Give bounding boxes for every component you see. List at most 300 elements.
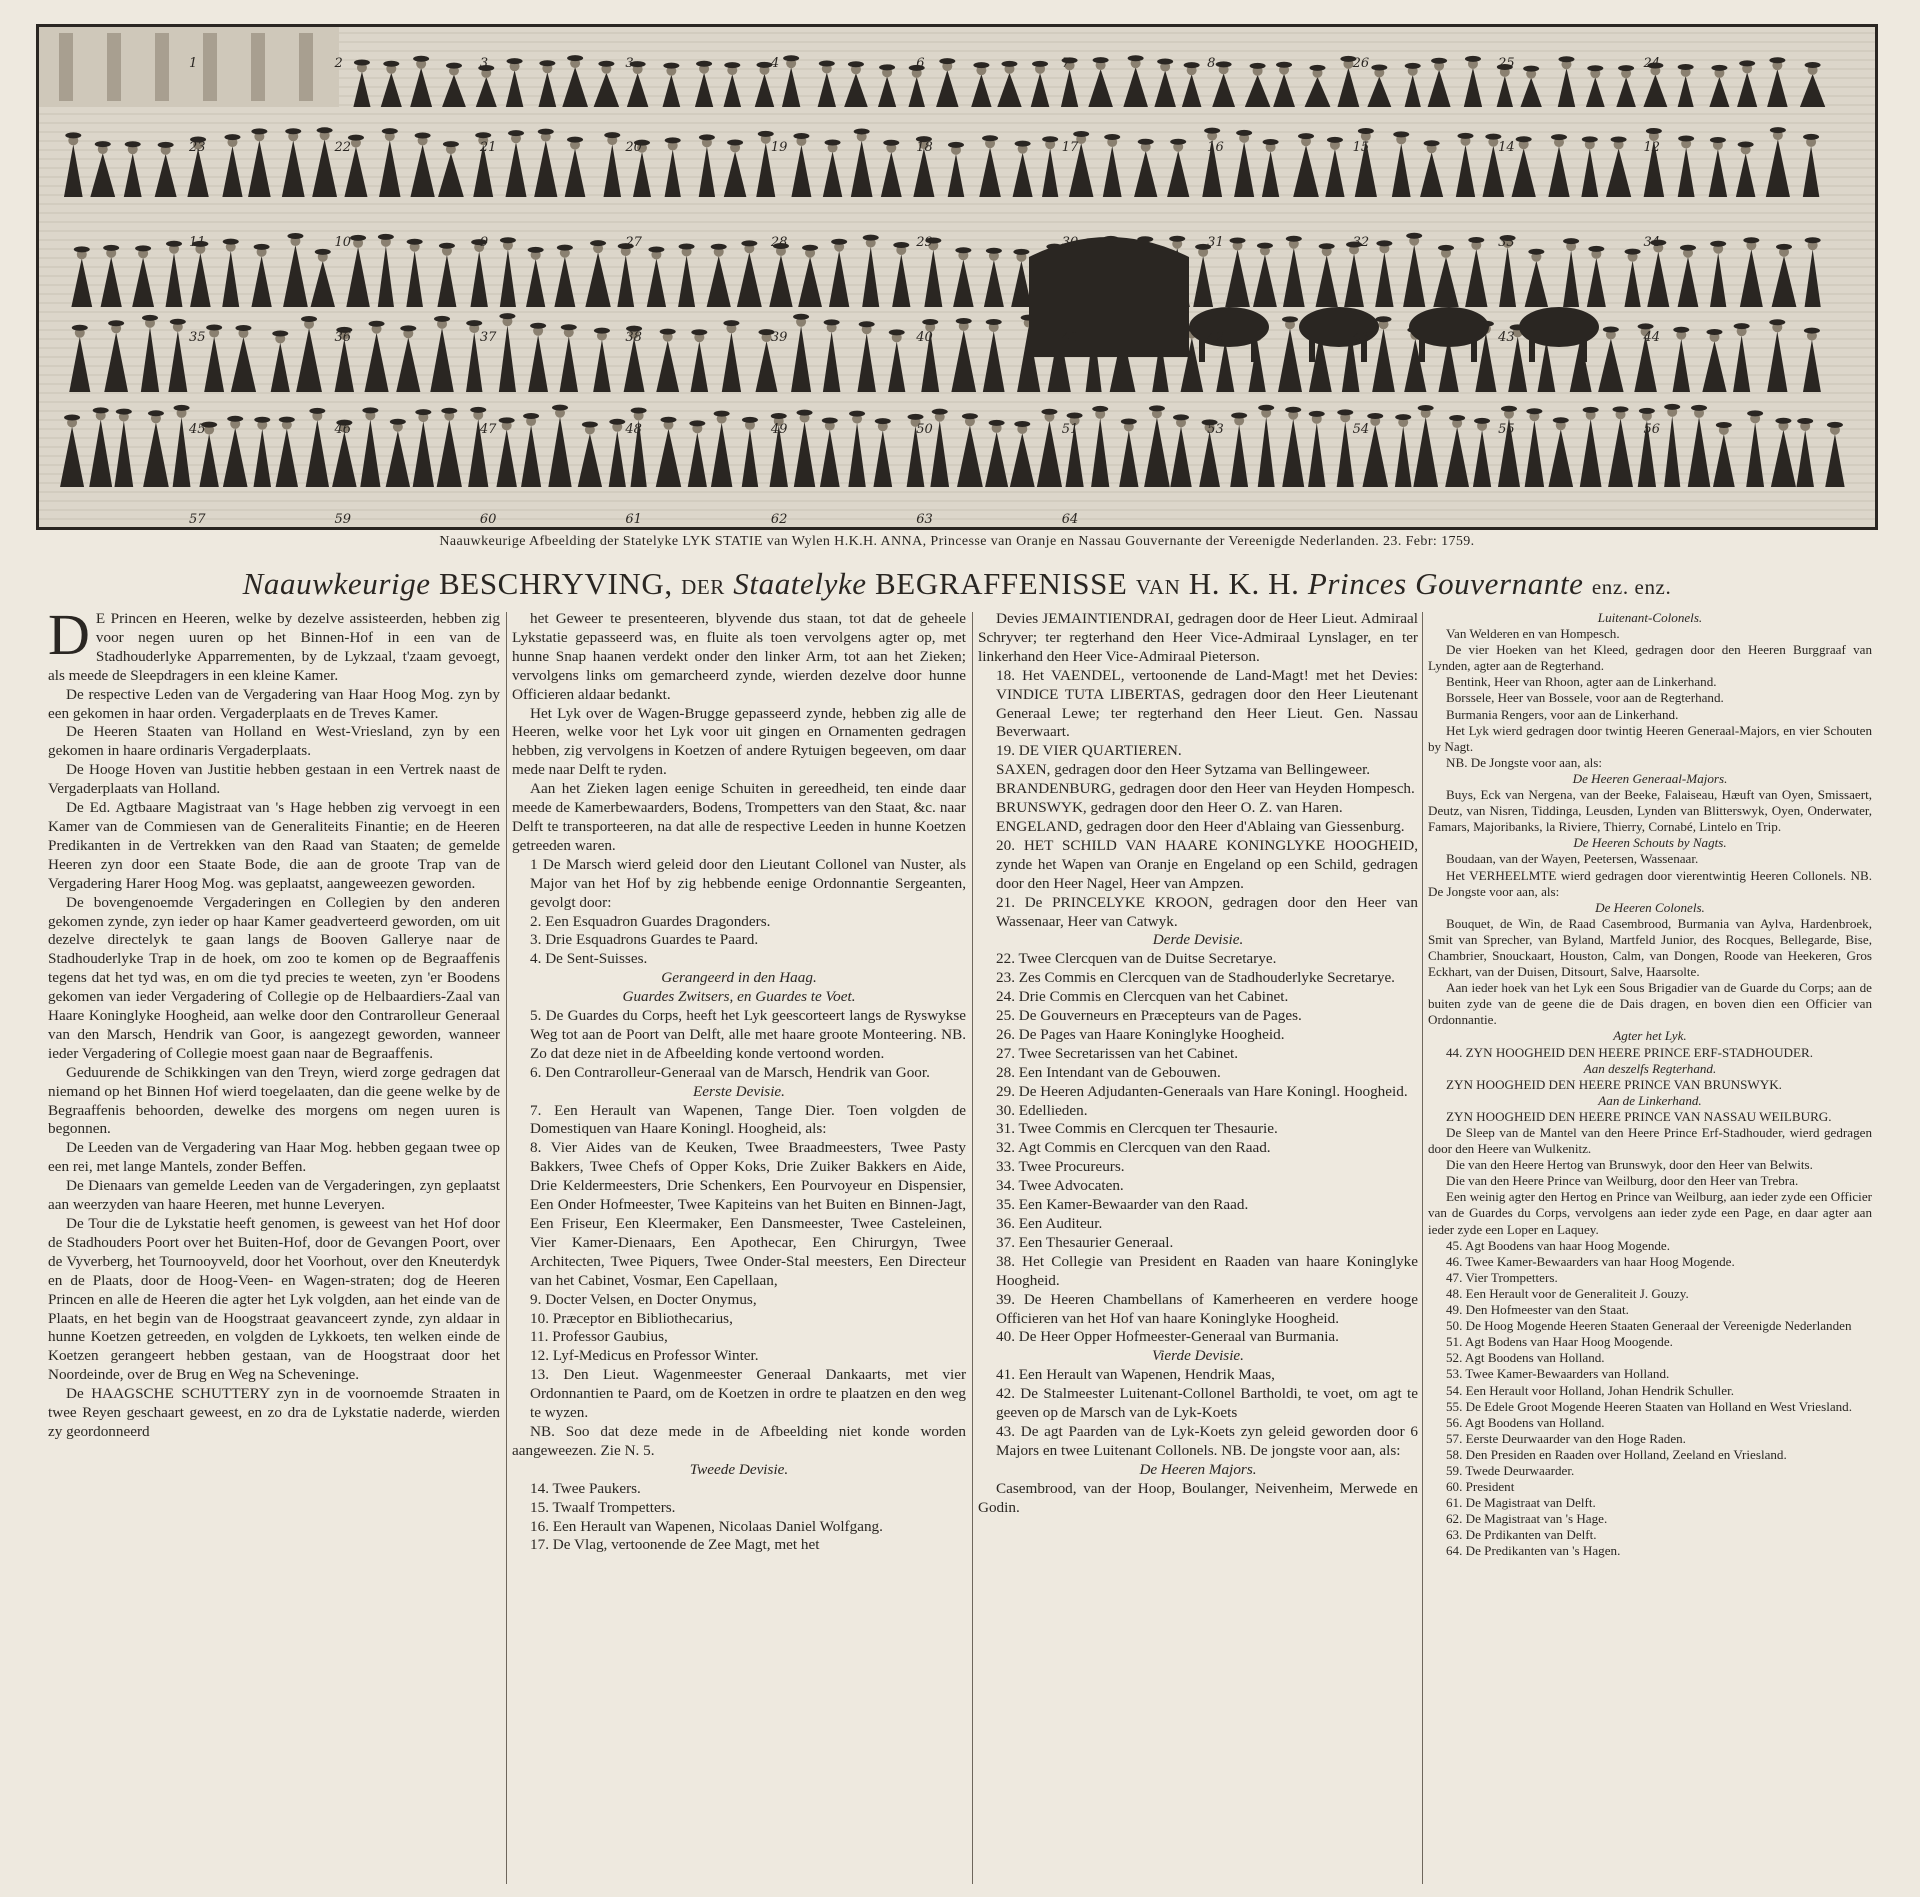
paragraph: De Ed. Agtbaare Magistraat van 's Hage hebben zig vervoegt in een Kamer van de Commiesen van de Generaliteits Finantie; en de Heeren Predikanten in de Vertrekken van den Raad van Staaten; de gemelde Heeren zyn door een Staate Bode, die aan de groote Trap van de Vergadering Harer Hoog Mog. was geplaatst, aangeweezen geworden. <box>48 799 500 892</box>
mourner-cloak <box>878 76 896 107</box>
mourner-hat <box>254 244 270 250</box>
mourner-hat <box>382 128 398 134</box>
mourner-cloak <box>335 339 354 392</box>
mourner-hat <box>74 246 90 252</box>
mourner-cloak <box>231 337 256 392</box>
paragraph: Bouquet, de Win, de Raad Casembrood, Burmania van Aylva, Hardenbroek, Smit van Sprecher, van Byland, Martfeld Junior, des Rocques, Bellegarde, Bise, Chambrier, Snouckaart, Houston, Calm, van Dongen, Roode van Heekeren, Gros Eckhart, van der Duisen, Ditsourt, Salve, Haarsolte. <box>1428 915 1872 980</box>
mourner-cloak <box>656 429 682 487</box>
mourner-hat <box>1001 61 1017 67</box>
mourner-hat <box>441 408 457 414</box>
mourner-hat <box>793 314 809 320</box>
mourner-hat <box>561 324 577 330</box>
mourner-cloak <box>526 259 545 307</box>
mourner-hat <box>174 405 190 411</box>
mourner-cloak <box>1606 148 1631 197</box>
paragraph: E Princen en Heeren, welke by dezelve assisteerden, hebben zig voor negen uuren op het Binnen-Hof in een van de Stadhouderlyke Apparrementen, by de Lykzaal, t'zaam gevoegt, als meede de Sleepdragers in een kleine Kamer. <box>48 610 500 684</box>
paragraph: Van Welderen en van Hompesch. <box>1446 626 1620 642</box>
mourner-hat <box>65 132 81 138</box>
mourner-hat <box>1298 133 1314 139</box>
paragraph: Guardes Zwitsers, en Guardes te Voet. <box>622 988 856 1006</box>
mourner-cloak <box>386 431 410 487</box>
figure-number: 4 <box>770 56 780 71</box>
paragraph: Een weinig agter den Hertog en Prince van Weilburg, aan ieder zyde een Officier van de Guardes du Corps, vervolgens aan ieder zyde een Page, en daar agter aan ieder zyde een Loper en Laquey. <box>1428 1189 1872 1237</box>
mourner-hat <box>254 417 270 423</box>
mourner-hat <box>1805 62 1821 68</box>
paragraph: 19. DE VIER QUARTIEREN. <box>996 742 1182 760</box>
mourner-cloak <box>60 426 84 487</box>
mourner-cloak <box>794 422 815 487</box>
mourner-hat <box>539 60 555 66</box>
mourner-cloak <box>1011 261 1032 307</box>
mourner-hat <box>1042 136 1058 142</box>
mourner-cloak <box>791 145 811 197</box>
paragraph: De Dienaars van gemelde Leeden van de Vergaderingen, zyn geplaatst aan weerzyden van haare Heeren, met hunne Leveryen. <box>48 1177 500 1214</box>
figure-number: 64 <box>1061 512 1079 527</box>
figure-number: 14 <box>1498 140 1515 155</box>
mourner-cloak <box>199 434 218 487</box>
paragraph: De Heeren Staaten van Holland en West-Vriesland, zyn by een gekomen in haare ordinaris Vergaderplaats. <box>48 723 500 760</box>
mourner-cloak <box>930 421 949 487</box>
mourner-cloak <box>223 428 248 487</box>
mourner-cloak <box>1548 146 1569 197</box>
paragraph: ZYN HOOGHEID DEN HEERE PRINCE VAN NASSAU WEILBURG. <box>1446 1108 1832 1124</box>
column-divider <box>972 612 973 1884</box>
mourner-hat <box>783 55 799 61</box>
mourner-cloak <box>155 154 177 197</box>
mourner-cloak <box>222 146 242 197</box>
mourner-hat <box>879 64 895 70</box>
paragraph: 15. Twaalf Trompetters. <box>530 1498 676 1516</box>
mourner-cloak <box>722 332 741 392</box>
mourner-cloak <box>1344 254 1364 307</box>
paragraph: Aan deszelfs Regterhand. <box>1583 1060 1717 1076</box>
mourner-hat <box>1032 61 1048 67</box>
mourner-hat <box>1770 127 1786 133</box>
mourner-cloak <box>724 74 742 107</box>
paragraph: De vier Hoeken van het Kleed, gedragen door den Heeren Burggraaf van Lynden, agter aan de Regterhand. <box>1428 642 1872 674</box>
mourner-hat <box>1309 65 1325 71</box>
mourner-hat <box>103 245 119 251</box>
mourner-hat <box>962 413 978 419</box>
paragraph: Aan ieder hoek van het Lyk een Sous Brigadier van de Guarde du Corps; aan de buiten zyde van de geene die de Dais dragen, en boven dien een Officier van Ordonnantie. <box>1428 980 1872 1028</box>
mourner-hat <box>1128 55 1144 61</box>
mourner-hat <box>350 235 366 241</box>
title-word-6: VAN <box>1135 575 1181 599</box>
mourner-hat <box>859 321 875 327</box>
mourner-hat <box>251 128 267 134</box>
mourner-hat <box>309 408 325 414</box>
mourner-hat <box>1558 56 1574 62</box>
figure-number: 25 <box>1498 56 1515 71</box>
mourner-hat <box>1184 62 1200 68</box>
figure-number: 31 <box>1207 235 1224 250</box>
mourner-hat <box>848 61 864 67</box>
mourner-hat <box>499 417 515 423</box>
mourner-cloak <box>1262 151 1279 197</box>
paragraph: Agter het Lyk. <box>1613 1028 1687 1044</box>
mourner-cloak <box>253 429 271 487</box>
paragraph: 61. De Magistraat van Delft. <box>1446 1495 1596 1511</box>
mourner-hat <box>206 325 222 331</box>
mourner-cloak <box>565 149 586 197</box>
figure-number: 29 <box>916 235 933 250</box>
mourner-hat <box>1449 415 1465 421</box>
paragraph: Het Lyk over de Wagen-Brugge gepasseerd zynde, hebben zig alle de Heeren, welke voor het Lyk voor uit gingen en Ornamenten gedragen hebben, zig vervolgens in Koetzen of andere Rytuigen begeeven, om daar mede naar Delft te ryden. <box>512 704 966 779</box>
figure-number: 22 <box>334 140 352 155</box>
horse-leg <box>1471 332 1477 362</box>
mourner-cloak <box>1709 149 1727 197</box>
mourner-hat <box>1309 411 1325 417</box>
mourner-cloak <box>114 421 133 487</box>
paragraph: 54. Een Herault voor Holland, Johan Hendrik Schuller. <box>1446 1382 1734 1398</box>
paragraph: 39. De Heeren Chambellans of Kamerheeren en verdere hooge Officieren van het Hof van haare Koninglyke Hoogheid. <box>996 1290 1418 1327</box>
mourner-cloak <box>1445 427 1469 487</box>
title-word-1: Naauwkeurige <box>242 566 431 601</box>
mourner-hat <box>224 134 240 140</box>
paragraph: Borssele, Heer van Bossele, voor aan de Regterhand. <box>1446 690 1724 706</box>
mourner-cloak <box>1497 76 1513 107</box>
mourner-cloak <box>132 257 154 307</box>
mourner-hat <box>1258 405 1274 411</box>
paragraph: Burmania Rengers, voor aan de Linkerhand. <box>1446 706 1679 722</box>
mourner-hat <box>1803 134 1819 140</box>
mourner-cloak <box>1293 145 1319 197</box>
mourner-hat <box>660 417 676 423</box>
mourner-cloak <box>437 255 456 307</box>
mourner-hat <box>741 240 757 246</box>
mourner-cloak <box>248 140 271 197</box>
mourner-hat <box>691 329 707 335</box>
mourner-hat <box>689 420 705 426</box>
mourner-cloak <box>647 258 666 307</box>
paragraph: 45. Agt Boodens van haar Hoog Mogende. <box>1446 1237 1671 1253</box>
mourner-cloak <box>798 257 822 307</box>
mourner-hat <box>1395 414 1411 420</box>
mourner-cloak <box>410 144 434 197</box>
paragraph: 16. Een Herault van Wapenen, Nicolaas Daniel Wolfgang. <box>530 1517 883 1535</box>
mourner-cloak <box>1825 434 1844 487</box>
mourner-cloak <box>1182 74 1202 107</box>
mourner-cloak <box>1733 335 1750 392</box>
figure-number: 28 <box>770 235 788 250</box>
paragraph: 41. Een Herault van Wapenen, Hendrik Maas, <box>996 1366 1275 1384</box>
figure-number: 35 <box>189 330 206 345</box>
mourner-cloak <box>1767 69 1788 107</box>
mourner-hat <box>227 416 243 422</box>
figure-number: 57 <box>189 512 206 527</box>
figure-number: 63 <box>916 512 933 527</box>
mourner-cloak <box>1581 148 1598 197</box>
paragraph: 22. Twee Clercquen van de Duitse Secretarye. <box>996 950 1277 968</box>
title-word-5: BEGRAFFENISSE <box>875 566 1128 601</box>
mourner-hat <box>594 328 610 334</box>
mourner-cloak <box>663 75 681 107</box>
mourner-hat <box>1286 236 1302 242</box>
mourner-cloak <box>851 140 873 197</box>
figure-number: 21 <box>479 140 497 155</box>
mourner-cloak <box>251 256 271 307</box>
figure-number: 43 <box>1352 330 1370 345</box>
mourner-cloak <box>1042 148 1058 197</box>
mourner-cloak <box>1678 257 1699 307</box>
paragraph: 11. Professor Gaubius, <box>530 1328 668 1346</box>
mourner-hat <box>508 130 524 136</box>
mourner-hat <box>1319 243 1335 249</box>
mourner-hat <box>825 140 841 146</box>
mourner-hat <box>1406 233 1422 239</box>
mourner-hat <box>822 418 838 424</box>
mourner-hat <box>1528 249 1544 255</box>
mourner-hat <box>125 141 141 147</box>
mourner-cloak <box>688 432 707 487</box>
mourner-hat <box>148 410 164 416</box>
mourner-hat <box>863 235 879 241</box>
mourner-hat <box>475 132 491 138</box>
paragraph: het Geweer te presenteeren, blyvende dus staan, tot dat de geheele Lykstatie gepasseerd was, en fluite als toen vervolgens agter op, met hunne Snap haanen verdekt onder den linker Arm, tot aan het Zieken; vervolgens links om gemarcheerd zynde, wierden dezelve door hunne Officieren aldaar bedankt. <box>512 610 966 703</box>
mourner-hat <box>1776 244 1792 250</box>
mourner-hat <box>1678 64 1694 70</box>
mourner-cloak <box>204 337 224 392</box>
paragraph: 12. Lyf-Medicus en Professor Winter. <box>530 1347 759 1365</box>
mourner-hat <box>889 329 905 335</box>
mourner-hat <box>415 132 431 138</box>
mourner-hat <box>1157 59 1173 65</box>
mourner-hat <box>1710 241 1726 247</box>
mourner-cloak <box>1736 154 1756 197</box>
paragraph: 32. Agt Commis en Clercquen van den Raad. <box>996 1139 1271 1157</box>
mourner-hat <box>1747 410 1763 416</box>
mourner-cloak <box>1643 74 1667 107</box>
figure-number: 9 <box>479 235 489 250</box>
mourner-hat <box>1149 405 1165 411</box>
engraving-caption: Naauwkeurige Afbeelding der Statelyke LYK STATIE van Wylen H.K.H. ANNA, Princesse van Oranje en Nassau Gouvernante der Vereenigde Nederlanden. 23. Febr: 1759. <box>439 534 1475 549</box>
mourner-cloak <box>862 247 879 307</box>
mourner-hat <box>1393 131 1409 137</box>
mourner-cloak <box>1278 328 1302 392</box>
paragraph: De Tour die de Lykstatie heeft genomen, is geweest van het Hof door de Stadhouders Poort over het Buiten-Hof, door de Gevangen Poort, over de Vyverberg, het Tournooyveld, door het Voorhout, over den Kneuterdyk en de Plaats, door de Hoog-Veen- en Wagen-straten; dog de Heeren Princen en alle de Heeren die agter het Lyk volgden, aan het einde van de Plaats, en het begin van de Hoogstraat geavanceert zynde, zyn aldaar in hunne Koetzen getreeden, en volgden de Lykkoets, ten welken einde de Koetzen gerangeert hebben gestaan, van de Hoogstraat door het Noordeinde, over de Brug en Weg na Scheveninge. <box>48 1215 500 1384</box>
mourner-hat <box>1553 417 1569 423</box>
mourner-hat <box>758 131 774 137</box>
figure-number: 18 <box>916 140 933 155</box>
figure-number: 3 <box>625 56 634 71</box>
mourner-cloak <box>1253 255 1277 307</box>
mourner-cloak <box>1367 76 1391 107</box>
mourner-cloak <box>276 429 298 487</box>
mourner-hat <box>390 419 406 425</box>
mourner-cloak <box>396 337 420 392</box>
mourner-hat <box>1474 418 1490 424</box>
mourner-cloak <box>769 255 792 307</box>
mourner-cloak <box>1767 331 1787 392</box>
mourner-hat <box>407 239 423 245</box>
mourner-cloak <box>1673 339 1690 392</box>
mourner-cloak <box>979 147 1001 197</box>
mourner-hat <box>986 248 1002 254</box>
paragraph: Eerste Devisie. <box>693 1082 785 1100</box>
mourner-cloak <box>430 328 453 392</box>
mourner-cloak <box>306 420 329 487</box>
text-column-4 <box>1428 610 1872 1890</box>
mourner-hat <box>223 239 239 245</box>
mourner-hat <box>1603 327 1619 333</box>
title-word-8: Princes Gouvernante <box>1307 566 1584 601</box>
horse-leg <box>1529 332 1535 362</box>
mourner-cloak <box>124 153 142 197</box>
paragraph: 55. De Edele Groot Mogende Heeren Staaten van Holland en West Vriesland. <box>1446 1398 1853 1414</box>
figure-number: 38 <box>625 330 642 345</box>
mourner-cloak <box>1558 68 1575 107</box>
mourner-hat <box>567 55 583 61</box>
mourner-cloak <box>379 140 400 197</box>
mourner-hat <box>724 62 740 68</box>
figure-number: 23 <box>189 140 206 155</box>
mourner-cloak <box>438 153 464 197</box>
figure-number: 44 <box>1643 330 1661 345</box>
paragraph: 30. Edellieden. <box>996 1101 1088 1119</box>
mourner-hat <box>235 325 251 331</box>
horse-leg <box>1251 332 1257 362</box>
paragraph: 59. Twede Deurwaarder. <box>1446 1462 1575 1478</box>
mourner-cloak <box>1199 431 1220 487</box>
mourner-hat <box>1526 408 1542 414</box>
mourner-cloak <box>699 146 715 197</box>
paragraph: 24. Drie Commis en Clercquen van het Cabinet. <box>996 988 1289 1006</box>
mourner-cloak <box>1678 76 1694 107</box>
mourner-cloak <box>1525 261 1548 307</box>
figure-number: 11 <box>189 235 206 250</box>
mourner-cloak <box>90 153 115 197</box>
mourner-hat <box>1743 237 1759 243</box>
mourner-cloak <box>1456 145 1475 197</box>
mourner-hat <box>1827 422 1843 428</box>
figure-number: 40 <box>916 330 933 345</box>
horse-leg <box>1419 332 1425 362</box>
paragraph: 9. Docter Velsen, en Docter Onymus, <box>530 1290 757 1308</box>
palace-column <box>59 33 73 101</box>
mourner-hat <box>1582 136 1598 142</box>
mourner-hat <box>285 128 301 134</box>
paragraph: Bentink, Heer van Rhoon, agter aan de Linkerhand. <box>1446 674 1717 690</box>
figure-number: 8 <box>1207 56 1216 71</box>
mourner-hat <box>854 128 870 134</box>
mourner-hat <box>1625 249 1641 255</box>
palace-column <box>299 33 313 101</box>
paragraph: 18. Het VAENDEL, vertoonende de Land-Magt! met het Devies: VINDICE TUTA LIBERTAS, gedragen door den Heer Lieutenant Generaal Lewe; ter regterhand den Heer Lieut. Gen. Nassau Beverwaart. <box>996 666 1418 741</box>
mourner-hat <box>742 417 758 423</box>
paragraph: 34. Twee Advocaten. <box>996 1177 1124 1195</box>
paragraph: Vierde Devisie. <box>1152 1347 1244 1365</box>
mourner-cloak <box>1037 421 1062 487</box>
paragraph: 62. De Magistraat van 's Hage. <box>1446 1511 1608 1527</box>
mourner-hat <box>166 241 182 247</box>
figure-number: 32 <box>1352 235 1370 250</box>
figure-number: 36 <box>334 330 352 345</box>
figure-number: 49 <box>770 422 788 437</box>
paragraph: De Heeren Majors. <box>1139 1460 1257 1478</box>
figure-number: 17 <box>1061 140 1079 155</box>
mourner-hat <box>802 245 818 251</box>
mourner-hat <box>1516 136 1532 142</box>
mourner-hat <box>272 330 288 336</box>
mourner-cloak <box>476 77 497 107</box>
mourner-cloak <box>311 261 335 307</box>
mourner-cloak <box>678 255 695 307</box>
paragraph: Casembrood, van der Hoop, Boulanger, Neivenheim, Merwede en Godin. <box>978 1479 1418 1516</box>
hearse-canopy <box>1029 237 1189 357</box>
paragraph: Boudaan, van der Wayen, Peetersen, Wassenaar. <box>1446 851 1699 867</box>
mourner-cloak <box>1709 77 1729 107</box>
mourner-hat <box>1465 56 1481 62</box>
mourner-cloak <box>983 331 1005 392</box>
mourner-hat <box>279 417 295 423</box>
mourner-hat <box>609 419 625 425</box>
mourner-hat <box>1405 63 1421 69</box>
mourner-cloak <box>1154 71 1176 107</box>
paragraph: 29. De Heeren Adjudanten-Generaals van Hare Koningl. Hoogheid. <box>996 1082 1408 1100</box>
mourner-hat <box>1716 422 1732 428</box>
mourner-hat <box>1418 405 1434 411</box>
mourner-cloak <box>1170 426 1191 487</box>
mourner-hat <box>1216 61 1232 67</box>
mourner-cloak <box>633 152 651 197</box>
mourner-cloak <box>791 326 811 392</box>
title-word-9: enz. enz. <box>1591 575 1672 599</box>
mourner-cloak <box>1616 77 1636 107</box>
paragraph: De Sleep van de Mantel van den Heere Prince Erf-Stadhouder, wierd gedragen door den Heere van Wulkenitz. <box>1428 1125 1872 1157</box>
mourner-hat <box>1678 135 1694 141</box>
mourner-hat <box>1613 406 1629 412</box>
mourner-hat <box>1769 57 1785 63</box>
mourner-cloak <box>829 251 849 307</box>
mourner-cloak <box>1570 338 1592 392</box>
mourner-hat <box>793 133 809 139</box>
figure-number: 62 <box>770 512 788 527</box>
mourner-cloak <box>691 341 709 392</box>
mourner-hat <box>1276 62 1292 68</box>
figure-number: 26 <box>1352 56 1370 71</box>
figure-number: 10 <box>334 235 352 250</box>
palace-column <box>155 33 169 101</box>
mourner-hat <box>1376 240 1392 246</box>
procession-engraving <box>36 24 1878 530</box>
mourner-hat <box>383 61 399 67</box>
mourner-hat <box>1257 243 1273 249</box>
mourner-hat <box>1236 130 1252 136</box>
text-column-2 <box>512 610 966 1890</box>
mourner-hat <box>714 411 730 417</box>
figure-number: 46 <box>334 422 352 437</box>
mourner-cloak <box>1586 77 1605 107</box>
mourner-hat <box>287 233 303 239</box>
mourner-hat <box>665 137 681 143</box>
mourner-hat <box>1367 413 1383 419</box>
mourner-hat <box>552 405 568 411</box>
mourner-cloak <box>506 70 524 107</box>
mourner-cloak <box>1664 416 1680 487</box>
mourner-hat <box>1611 136 1627 142</box>
mourner-cloak <box>823 331 840 392</box>
mourner-hat <box>1739 60 1755 66</box>
mourner-hat <box>538 129 554 135</box>
paragraph: 6. Den Contrarolleur-Generaal van de Marsch, Hendrik van Goor. <box>530 1063 930 1081</box>
mourner-hat <box>1551 134 1567 140</box>
paragraph: SAXEN, gedragen door den Heer Sytzama van Bellingeweer. <box>996 761 1371 779</box>
figure-number: 27 <box>625 235 642 250</box>
mourner-hat <box>982 135 998 141</box>
paragraph: ENGELAND, gedragen door den Heer d'Ablaing van Giessenburg. <box>996 817 1405 835</box>
mourner-cloak <box>1283 248 1305 307</box>
mourner-cloak <box>143 422 169 487</box>
